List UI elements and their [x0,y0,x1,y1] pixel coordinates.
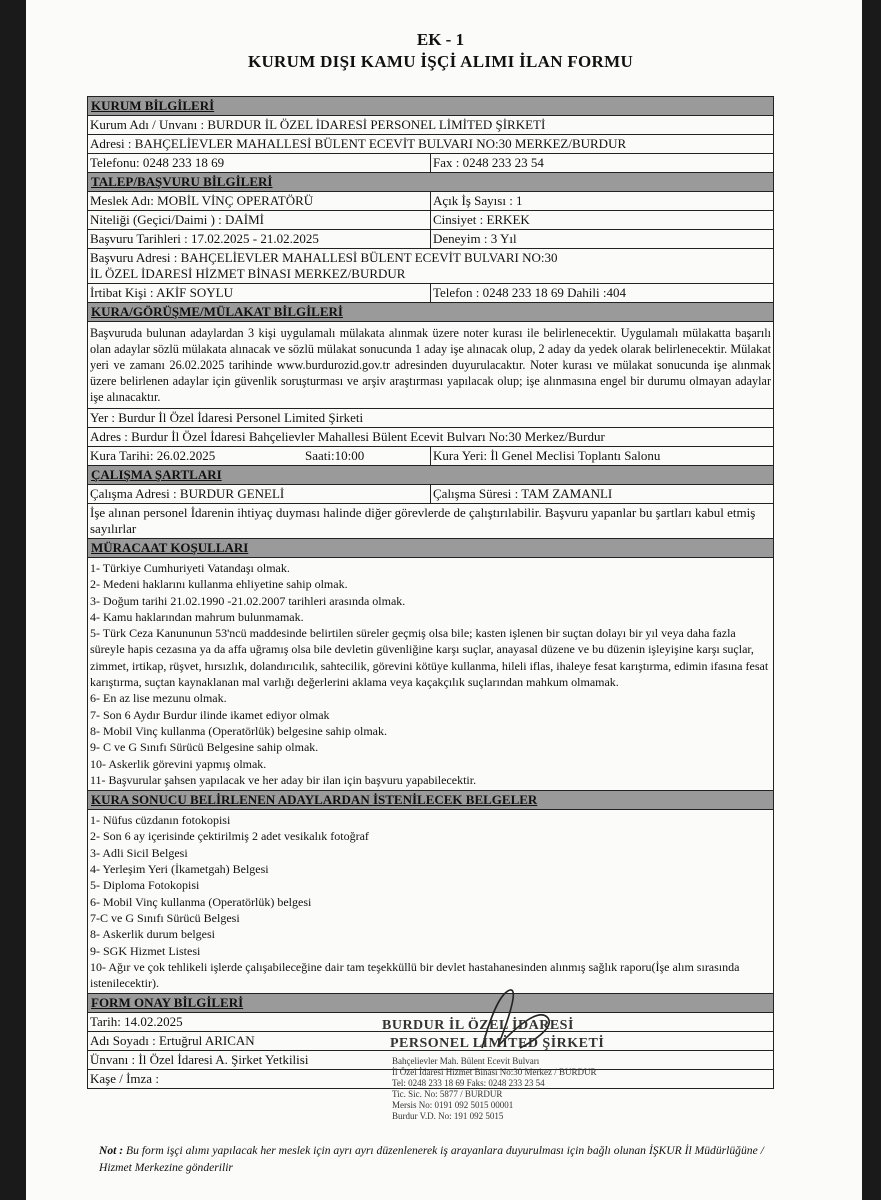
list-item: 6- Mobil Vinç kullanma (Operatörlük) belgesi [90,894,312,909]
list-item: 6- En az lise mezunu olmak. [90,691,227,706]
list-item: 4- Kamu haklarından mahrum bulunmamak. [90,609,304,624]
stamp-text: Bahçelievler Mah. Bülent Ecevit Bulvarı [392,1056,540,1066]
profession-name: Meslek Adı: MOBİL VİNÇ OPERATÖRÜ [90,193,314,208]
approver-title: Ünvanı : İl Özel İdaresi A. Şirket Yetkilisi [90,1052,309,1068]
stamp-text: Mersis No: 0191 092 5015 00001 [392,1100,514,1110]
draw-time: Saati:10:00 [305,448,365,463]
work-duration: Çalışma Süresi : TAM ZAMANLI [430,485,773,503]
stamp-line1: BURDUR İL ÖZEL İDARESİ [382,1018,574,1033]
draw-place: Yer : Burdur İl Özel İdaresi Personel Limited Şirketi [90,410,364,425]
scan-border [862,0,881,1200]
list-item: 11- Başvurular şahsen yapılacak ve her aday bir ilan için başvuru yapabilecektir. [90,772,477,787]
work-address: Çalışma Adresi : BURDUR GENELİ [90,486,285,501]
stamp-text: Tic. Sic. No: 5877 / BURDUR [392,1089,503,1099]
list-item: 8- Mobil Vinç kullanma (Operatörlük) belgesine sahip olmak. [90,723,387,738]
section-talep-title: TALEP/BAŞVURU BİLGİLERİ [88,173,773,191]
experience: Deneyim : 3 Yıl [430,230,773,248]
application-address-line2: İL ÖZEL İDARESİ HİZMET BİNASI MERKEZ/BURDUR [90,266,406,281]
draw-date: Kura Tarihi: 26.02.2025 [90,448,216,463]
section-onay-title: FORM ONAY BİLGİLERİ [88,994,773,1012]
form-title: KURUM DIŞI KAMU İŞÇİ ALIMI İLAN FORMU [247,52,634,71]
annex-label: EK - 1 [416,30,465,49]
stamp-text: İl Özel İdaresi Hizmet Binası No:30 Merkez / BURDUR [392,1067,597,1077]
list-item: 5- Diploma Fotokopisi [90,878,200,893]
interview-paragraph: Başvuruda bulunan adaylardan 3 kişi uygulamalı mülakata alınmak üzere noter kurası ile belirlenecektir. Uygulamalı mülakatta başarılı olan adaylar sözlü mülakata alınacak ve sözlü mülakat sonucunda 1 aday işe alınacak olup, 2 aday da yedek olarak belirlenecektir. Mülakat yeri ve zamanı 26.02.2025 tarihinde www.burdurozid.gov.tr adresinden duyurulacaktır. Noter kurası ve mülakat sonucunda işe alınmak üzere belirlenen adaylar için güvenlik soruşturması ve arşiv araştırması yapılacak olup; işe alınmasına engel bir durumu olmayan adaylar işe alınacaktır. [90,326,771,404]
list-item: 4- Yerleşim Yeri (İkametgah) Belgesi [90,862,269,877]
list-item: 2- Son 6 ay içerisinde çektirilmiş 2 adet vesikalık fotoğraf [90,829,369,844]
stamp-text: Burdur V.D. No: 191 092 5015 [392,1111,504,1121]
list-item: 2- Medeni haklarını kullanma ehliyetine sahip olmak. [90,577,348,592]
section-belgeler-title: KURA SONUCU BELİRLENEN ADAYLARDAN İSTENİLECEK BELGELER [88,791,773,809]
footer-note-text: Bu form işçi alımı yapılacak her meslek için ayrı ayrı düzenlenerek iş arayanlara duyurulması için bağlı olunan İŞKUR İl Müdürlüğüne / Hizmet Merkezine gönderilir [99,1144,764,1174]
list-item: 7- Son 6 Aydır Burdur ilinde ikamet ediyor olmak [90,707,330,722]
list-item: 10- Ağır ve çok tehlikeli işlerde çalışabileceğine dair tam teşekküllü bir devlet hastahanesinden alınmış sağlık raporu(İşe alım sırasında istenilecektir). [90,959,740,991]
application-address [88,249,773,283]
application-dates: Başvuru Tarihleri : 17.02.2025 - 21.02.2025 [90,231,319,246]
work-conditions-note: İşe alınan personel İdarenin ihtiyaç duyması halinde diğer görevlerde de çalıştırılabilir. Başvuru yapanlar bu şartları kabul etmiş sayılırlar [90,505,756,536]
list-item: 3- Doğum tarihi 21.02.1990 -21.02.2007 tarihleri arasında olmak. [90,593,406,608]
institution-address: Adresi : BAHÇELİEVLER MAHALLESİ BÜLENT ECEVİT BULVARI NO:30 MERKEZ/BURDUR [90,136,627,151]
stamp-text: Tel: 0248 233 18 69 Faks: 0248 233 23 54 [392,1078,545,1088]
job-nature: Niteliği (Geçici/Daimi ) : DAİMİ [90,212,265,227]
draw-location: Kura Yeri: İl Genel Meclisi Toplantı Salonu [430,447,773,465]
institution-name: Kurum Adı / Unvanı : BURDUR İL ÖZEL İDARESİ PERSONEL LİMİTED ŞİRKETİ [90,117,546,132]
approval-date: Tarih: 14.02.2025 [90,1014,183,1030]
section-muracaat-title: MÜRACAAT KOŞULLARI [88,539,773,557]
application-conditions-list [88,558,773,790]
open-positions: Açık İş Sayısı : 1 [430,192,773,210]
gender: Cinsiyet : ERKEK [430,211,773,229]
company-stamp [370,1018,620,1148]
list-item: 7-C ve G Sınıfı Sürücü Belgesi [90,910,240,925]
section-kura-title: KURA/GÖRÜŞME/MÜLAKAT BİLGİLERİ [88,303,773,321]
list-item: 3- Adli Sicil Belgesi [90,845,188,860]
list-item: 5- Türk Ceza Kanununun 53'ncü maddesinde belirtilen süreler geçmiş olsa bile; kasten işlenen bir suçtan dolayı bir yıl veya daha fazla süreyle hapis cezasına ya da affa uğramış olsa bile devletin güvenliğine karşı suçlar, anayasal düzene ve bu düzenin işleyişine karşı suçlar, zimmet, irtikap, rüşvet, hırsızlık, dolandırıcılık, sahtecilik, görevini kötüye kullanma, hileli iflas, ihaleye fesat karıştırma, edimin ifasına fesat karıştırma, suçtan kaynaklanan mal varlığı değerlerini aklama veya kaçakçılık suçlarından mahkum olmamak. [90,626,769,690]
contact-person: İrtibat Kişi : AKİF SOYLU [90,285,233,300]
application-form-table [87,96,774,1089]
footer-note [99,1142,799,1176]
institution-phone: Telefonu: 0248 233 18 69 [90,155,225,170]
footer-note-label: Not : [99,1144,124,1157]
contact-phone: Telefon : 0248 233 18 69 Dahili :404 [430,284,773,302]
stamp-line2: PERSONEL LİMİTED ŞİRKETİ [390,1036,605,1051]
section-header-row [88,96,773,115]
application-address-line1: Başvuru Adresi : BAHÇELİEVLER MAHALLESİ BÜLENT ECEVİT BULVARI NO:30 [90,250,558,265]
list-item: 1- Türkiye Cumhuriyeti Vatandaşı olmak. [90,561,290,575]
list-item: 10- Askerlik görevini yapmış olmak. [90,756,267,771]
list-item: 9- C ve G Sınıfı Sürücü Belgesine sahip olmak. [90,740,319,755]
list-item: 9- SGK Hizmet Listesi [90,943,201,958]
section-calisma-title: ÇALIŞMA ŞARTLARI [88,466,773,484]
list-item: 8- Askerlik durum belgesi [90,927,215,942]
approver-name: Adı Soyadı : Ertuğrul ARICAN [90,1033,255,1049]
section-kurum-title: KURUM BİLGİLERİ [88,97,773,115]
required-documents-list [88,810,773,993]
list-item: 1- Nüfus cüzdanın fotokopisi [90,813,231,828]
draw-address: Adres : Burdur İl Özel İdaresi Bahçelievler Mahallesi Bülent Ecevit Bulvarı No:30 Merkez/Burdur [90,429,605,444]
seal-signature-label: Kaşe / İmza : [90,1071,159,1087]
institution-fax: Fax : 0248 233 23 54 [430,154,773,172]
